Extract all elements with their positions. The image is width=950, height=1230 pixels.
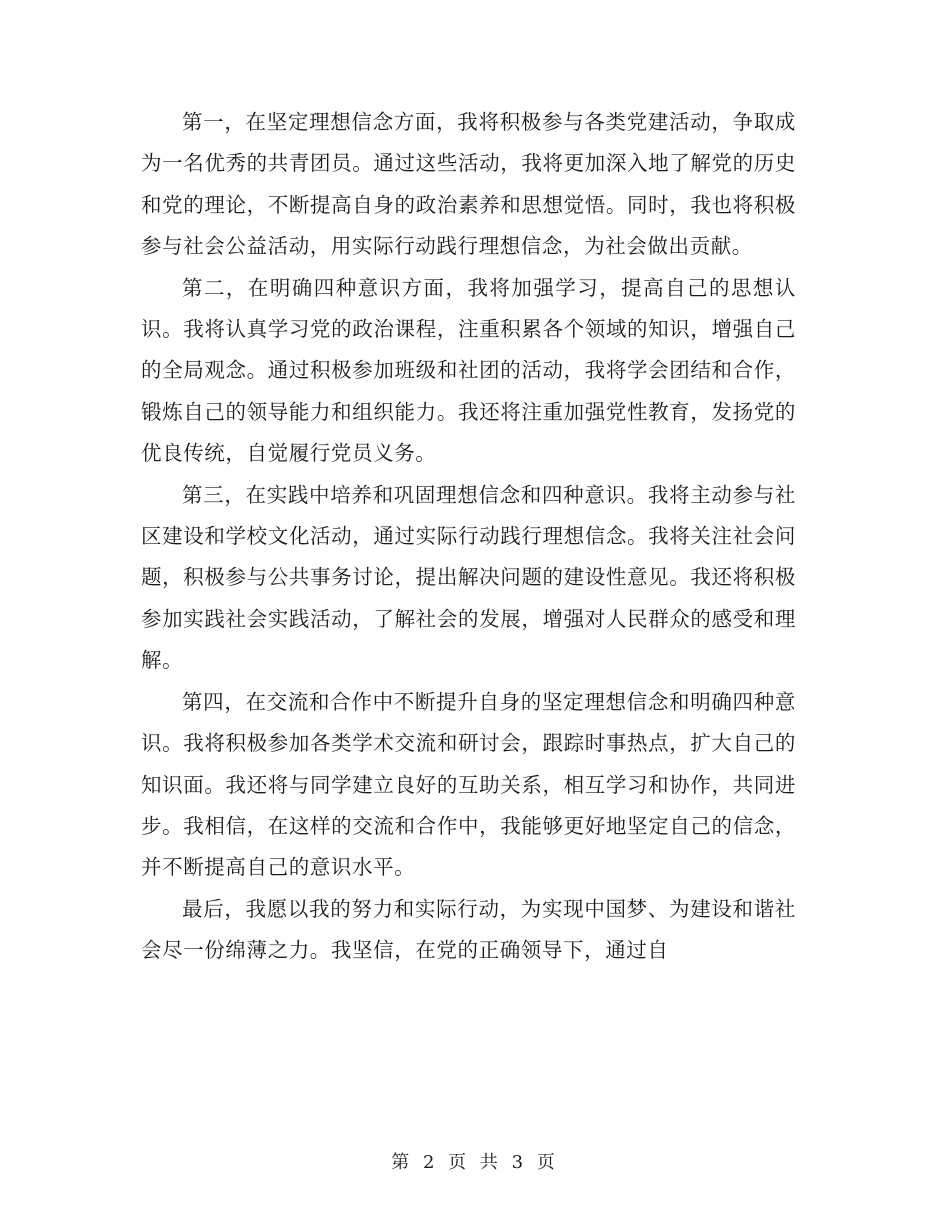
paragraph-1: 第一，在坚定理想信念方面，我将积极参与各类党建活动，争取成为一名优秀的共青团员。通过这些活动，我将更加深入地了解党的历史和党的理论，不断提高自身的政治素养和思想觉悟。同时，我也将积极参与社会公益活动，用实际行动践行理想信念，为社会做出贡献。 <box>141 110 796 259</box>
document-body <box>141 102 796 972</box>
paragraph-5: 最后，我愿以我的努力和实际行动，为实现中国梦、为建设和谐社会尽一份绵薄之力。我坚信，在党的正确领导下，通过自 <box>141 896 796 963</box>
page-footer: 第 2 页 共 3 页 <box>391 1152 559 1173</box>
paragraph-4: 第四，在交流和合作中不断提升自身的坚定理想信念和明确四种意识。我将积极参加各类学术交流和研讨会，跟踪时事热点，扩大自己的知识面。我还将与同学建立良好的互助关系，相互学习和协作，共同进步。我相信，在这样的交流和合作中，我能够更好地坚定自己的信念，并不断提高自己的意识水平。 <box>141 689 796 880</box>
paragraph-2: 第二，在明确四种意识方面，我将加强学习，提高自己的思想认识。我将认真学习党的政治课程，注重积累各个领域的知识，增强自己的全局观念。通过积极参加班级和社团的活动，我将学会团结和合作，锻炼自己的领导能力和组织能力。我还将注重加强党性教育，发扬党的优良传统，自觉履行党员义务。 <box>141 275 796 466</box>
paragraph-3: 第三，在实践中培养和巩固理想信念和四种意识。我将主动参与社区建设和学校文化活动，通过实际行动践行理想信念。我将关注社会问题，积极参与公共事务讨论，提出解决问题的建设性意见。我还将积极参加实践社会实践活动，了解社会的发展，增强对人民群众的感受和理解。 <box>141 482 796 673</box>
